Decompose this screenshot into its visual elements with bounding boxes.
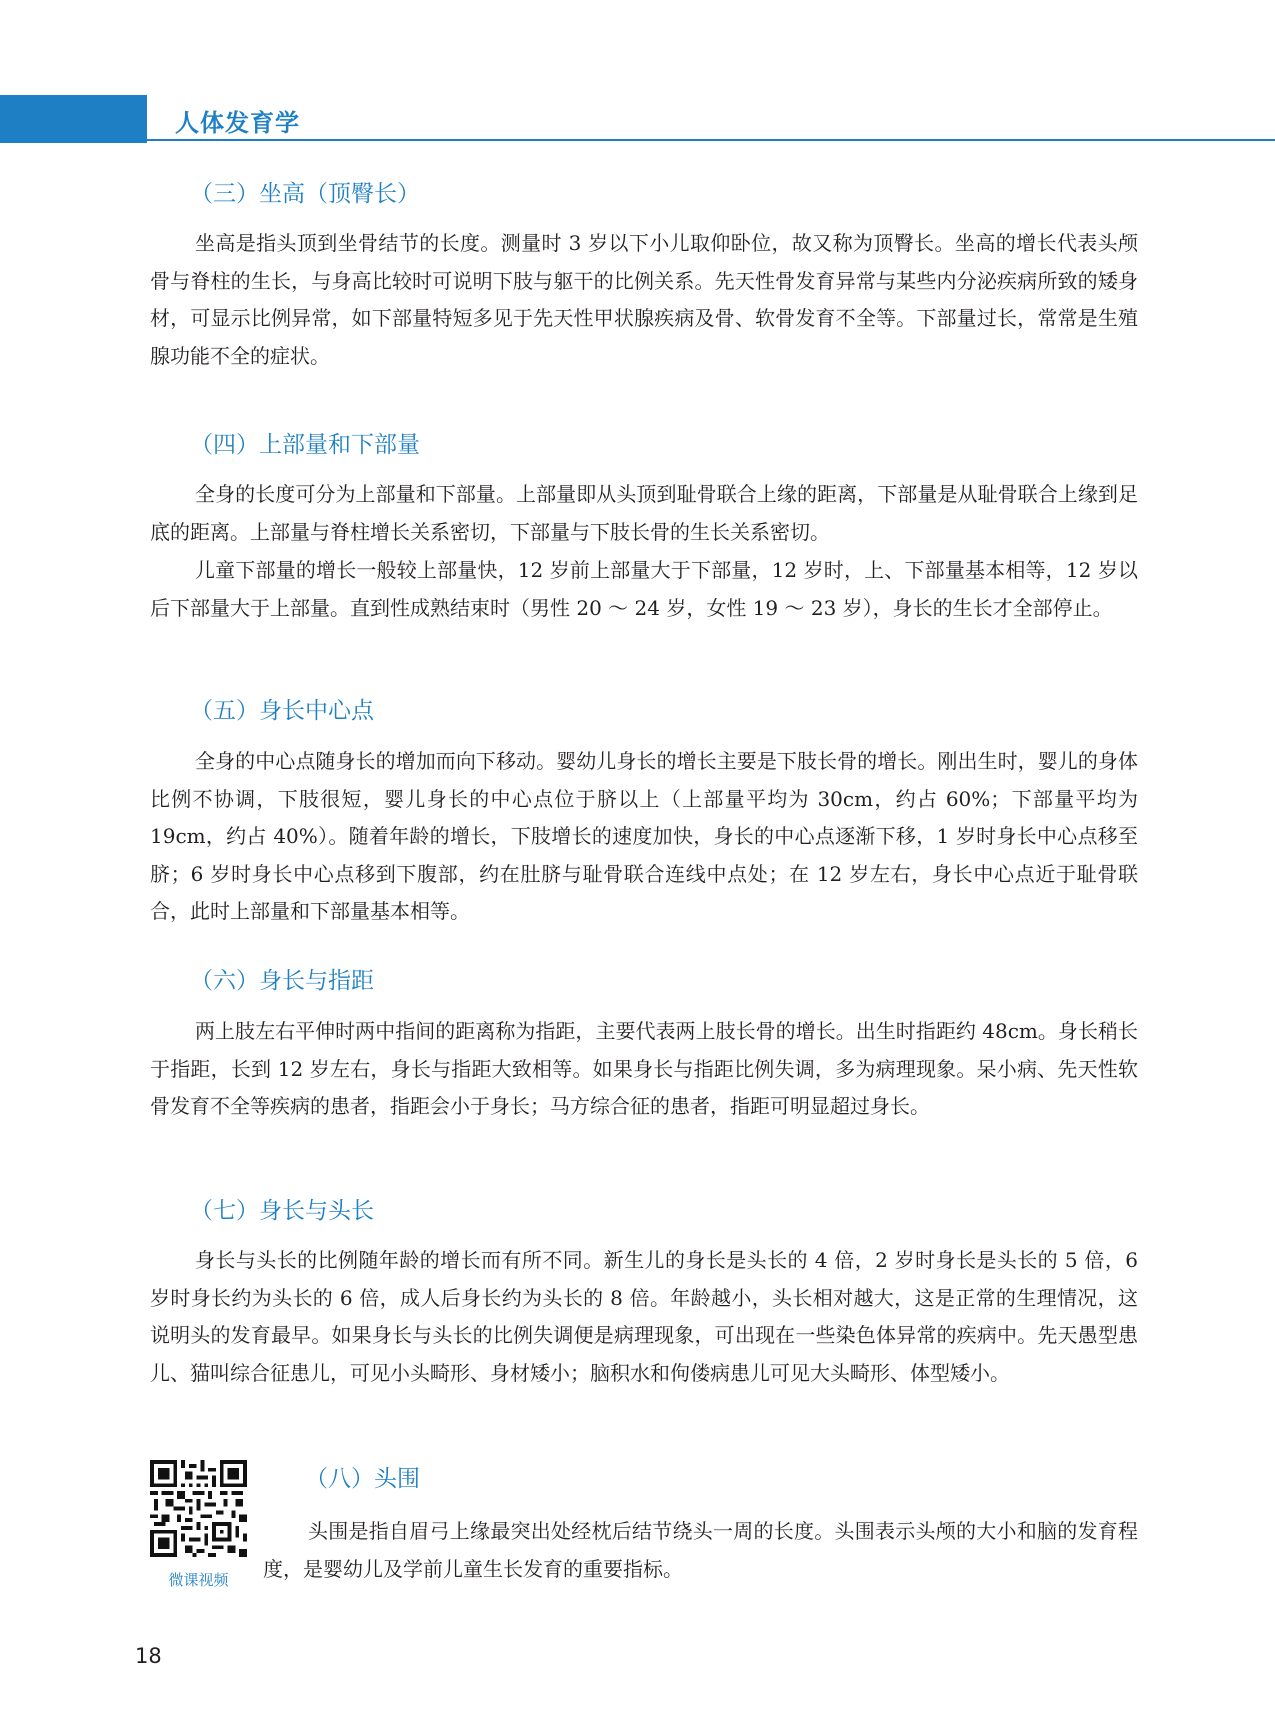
header-accent-band xyxy=(0,95,147,143)
book-title: 人体发育学 xyxy=(175,109,300,137)
section-heading-head-circumference: （八）头围 xyxy=(305,1466,420,1492)
paragraph-body-midpoint: 全身的中心点随身长的增加而向下移动。婴幼儿身长的增长主要是下肢长骨的增长。刚出生时，婴儿的身体比例不协调，下肢很短，婴儿身长的中心点位于脐以上（上部量平均为 30cm，约占 60%；下部量平均为 19cm，约占 40%）。随着年龄的增长，下肢增长的速度加快，身长的中心点逐渐下移，1 岁时身长中心点移至脐；6 岁时身长中心点移到下腹部，约在肚脐与耻骨联合连线中点处；在 12 岁左右，身长中心点近于耻骨联合，此时上部量和下部量基本相等。 xyxy=(150,749,1138,923)
page-number: 18 xyxy=(135,1644,162,1668)
paragraph-upper-lower-segment-2: 儿童下部量的增长一般较上部量快，12 岁前上部量大于下部量，12 岁时，上、下部量基本相等，12 岁以后下部量大于上部量。直到性成熟结束时（男性 20 ～ 24 岁，女性 19 ～ 23 岁），身长的生长才全部停止。 xyxy=(150,558,1138,620)
paragraph-head-circumference: 头围是指自眉弓上缘最突出处经枕后结节绕头一周的长度。头围表示头颅的大小和脑的发育程度，是婴幼儿及学前儿童生长发育的重要指标。 xyxy=(263,1519,1138,1581)
section-heading-sitting-height: （三）坐高（顶臀长） xyxy=(190,181,420,207)
section-heading-upper-lower-segment: （四）上部量和下部量 xyxy=(190,432,420,458)
qr-code[interactable] xyxy=(150,1460,247,1557)
section-heading-head-length: （七）身长与头长 xyxy=(190,1198,374,1224)
paragraph-upper-lower-segment-1: 全身的长度可分为上部量和下部量。上部量即从头顶到耻骨联合上缘的距离，下部量是从耻骨联合上缘到足底的距离。上部量与脊柱增长关系密切，下部量与下肢长骨的生长关系密切。 xyxy=(150,482,1138,544)
paragraph-sitting-height: 坐高是指头顶到坐骨结节的长度。测量时 3 岁以下小儿取仰卧位，故又称为顶臀长。坐高的增长代表头颅骨与脊柱的生长，与身高比较时可说明下肢与躯干的比例关系。先天性骨发育异常与某些内分泌疾病所致的矮身材，可显示比例异常，如下部量特短多见于先天性甲状腺疾病及骨、软骨发育不全等。下部量过长，常常是生殖腺功能不全的症状。 xyxy=(150,231,1138,368)
paragraph-arm-span: 两上肢左右平伸时两中指间的距离称为指距，主要代表两上肢长骨的增长。出生时指距约 48cm。身长稍长于指距，长到 12 岁左右，身长与指距大致相等。如果身长与指距比例失调，多为病理现象。呆小病、先天性软骨发育不全等疾病的患者，指距会小于身长；马方综合征的患者，指距可明显超过身长。 xyxy=(150,1019,1138,1118)
section-heading-body-midpoint: （五）身长中心点 xyxy=(190,698,374,724)
paragraph-head-length: 身长与头长的比例随年龄的增长而有所不同。新生儿的身长是头长的 4 倍，2 岁时身长是头长的 5 倍，6 岁时身长约为头长的 6 倍，成人后身长约为头长的 8 倍。年龄越小，头长相对越大，这是正常的生理情况，这说明头的发育最早。如果身长与头长的比例失调便是病理现象，可出现在一些染色体异常的疾病中。先天愚型患儿、猫叫综合征患儿，可见小头畸形、身材矮小；脑积水和佝偻病患儿可见大头畸形、体型矮小。 xyxy=(150,1248,1138,1385)
section-heading-arm-span: （六）身长与指距 xyxy=(190,968,374,994)
qr-code-graphic xyxy=(150,1460,247,1557)
header-rule xyxy=(0,139,1275,141)
qr-video-label: 微课视频 xyxy=(168,1571,229,1589)
